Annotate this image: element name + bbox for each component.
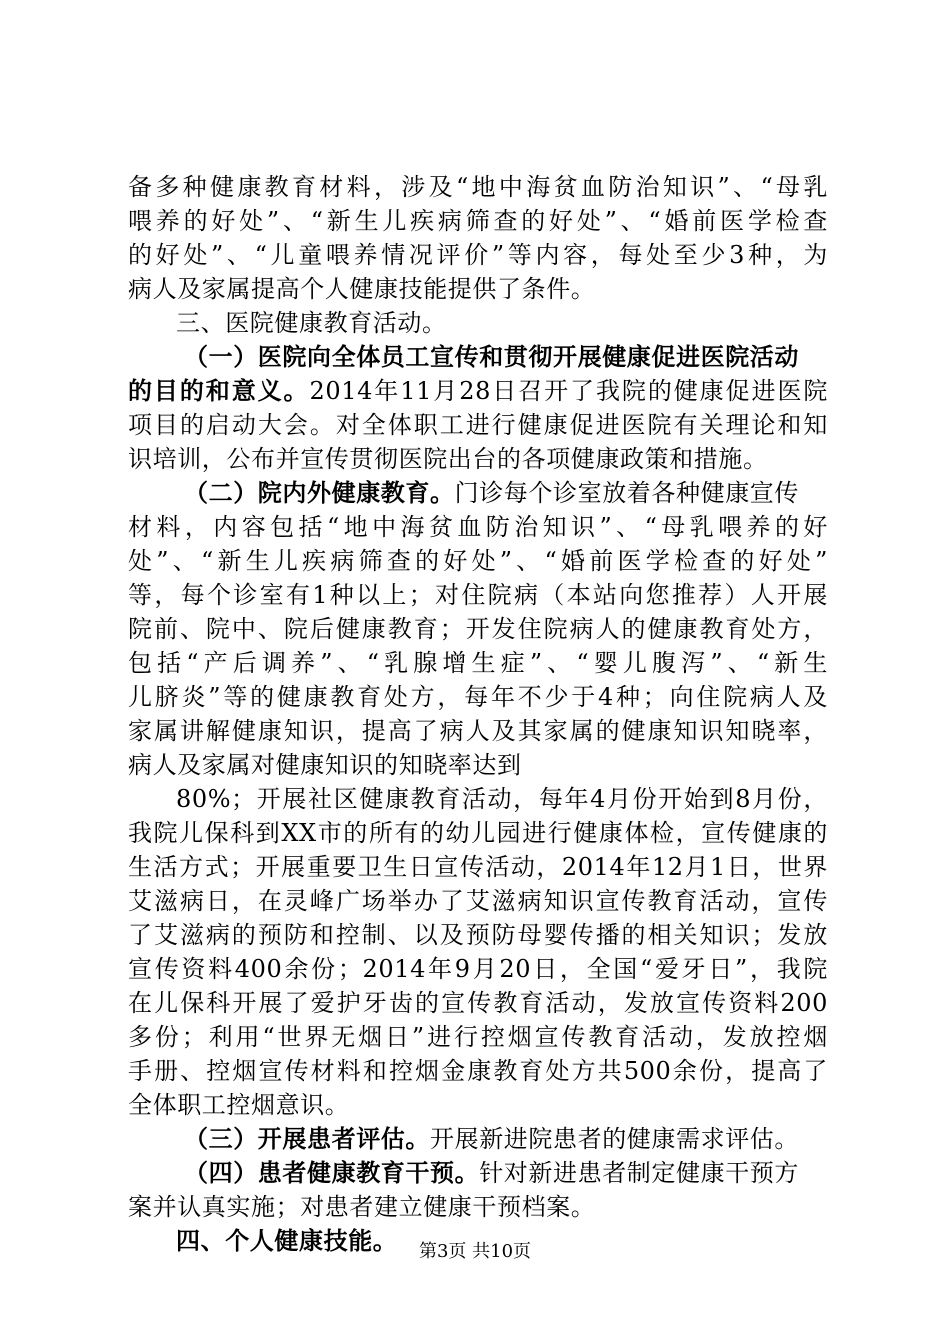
section-heading-3: 三、医院健康教育活动。 — [176, 309, 447, 337]
text-line: 包括“产后调养”、“乳腺增生症”、“婴儿腹泻”、“新生 — [128, 649, 828, 677]
text-line: 家属讲解健康知识，提高了病人及其家属的健康知识知晓率， — [128, 717, 828, 745]
text-line: 多份；利用“世界无烟日”进行控烟宣传教育活动，发放控烟 — [128, 1023, 828, 1051]
text-line: 的好处”、“儿童喂养情况评价”等内容，每处至少3种，为 — [128, 241, 828, 269]
text-span: 门诊每个诊室放着各种健康宣传 — [454, 479, 800, 507]
text-line: 80%；开展社区健康教育活动，每年4月份开始到8月份， — [176, 785, 828, 813]
text-line: 病人及家属对健康知识的知晓率达到 — [128, 751, 522, 779]
text-line: 案并认真实施；对患者建立健康干预档案。 — [128, 1193, 596, 1221]
text-line: 处”、“新生儿疾病筛查的好处”、“婚前医学检查的好处” — [128, 547, 828, 575]
text-line: 手册、控烟宣传材料和控烟金康教育处方共500余份，提高了 — [128, 1057, 828, 1085]
text-line: 生活方式；开展重要卫生日宣传活动，2014年12月1日，世界 — [128, 853, 828, 881]
text-line: 识培训，公布并宣传贯彻医院出台的各项健康政策和措施。 — [128, 445, 768, 473]
text-span: 开展新进院患者的健康需求评估。 — [430, 1125, 799, 1153]
text-line — [128, 1122, 828, 1156]
subheading-1-cont: 的目的和意义。 — [128, 376, 310, 405]
text-line: 艾滋病日，在灵峰广场举办了艾滋病知识宣传教育活动，宣传 — [128, 887, 828, 915]
text-line: 全体职工控烟意识。 — [128, 1091, 350, 1119]
subheading-3: （三）开展患者评估。 — [184, 1124, 430, 1153]
document-body — [128, 170, 828, 1258]
text-line: 在儿保科开展了爱护牙齿的宣传教育活动，发放宣传资料200 — [128, 989, 828, 1017]
section-heading-4: 四、个人健康技能。 — [176, 1226, 398, 1255]
text-line: 喂养的好处”、“新生儿疾病筛查的好处”、“婚前医学检查 — [128, 207, 828, 235]
text-line: 备多种健康教育材料，涉及“地中海贫血防治知识”、“母乳 — [128, 173, 828, 201]
text-line: 等，每个诊室有1种以上；对住院病（本站向您推荐）人开展 — [128, 581, 828, 609]
subheading-4: （四）患者健康教育干预。 — [184, 1158, 480, 1187]
page-footer — [0, 1240, 950, 1264]
text-line — [128, 374, 828, 408]
text-span: 2014年11月28日召开了我院的健康促进医院 — [309, 377, 828, 405]
text-line: 了艾滋病的预防和控制、以及预防母婴传播的相关知识；发放 — [128, 921, 828, 949]
text-span: 针对新进患者制定健康干预方 — [479, 1159, 800, 1187]
text-line: 病人及家属提高个人健康技能提供了条件。 — [128, 275, 596, 303]
subheading-2: （二）院内外健康教育。 — [184, 478, 455, 507]
text-line: 儿脐炎”等的健康教育处方，每年不少于4种；向住院病人及 — [128, 683, 828, 711]
text-line — [128, 1156, 828, 1190]
text-line: 我院儿保科到XX市的所有的幼儿园进行健康体检，宣传健康的 — [128, 819, 828, 847]
text-line — [128, 476, 828, 510]
text-line: 项目的启动大会。对全体职工进行健康促进医院有关理论和知 — [128, 411, 828, 439]
text-line: 宣传资料400余份；2014年9月20日，全国“爱牙日”，我院 — [128, 955, 828, 983]
text-line: 院前、院中、院后健康教育；开发住院病人的健康教育处方， — [128, 615, 828, 643]
subheading-1: （一）医院向全体员工宣传和贯彻开展健康促进医院活动 — [184, 342, 799, 371]
text-line: 材料，内容包括“地中海贫血防治知识”、“母乳喂养的好 — [128, 513, 828, 541]
page-number: 第3页 共10页 — [418, 1241, 532, 1262]
